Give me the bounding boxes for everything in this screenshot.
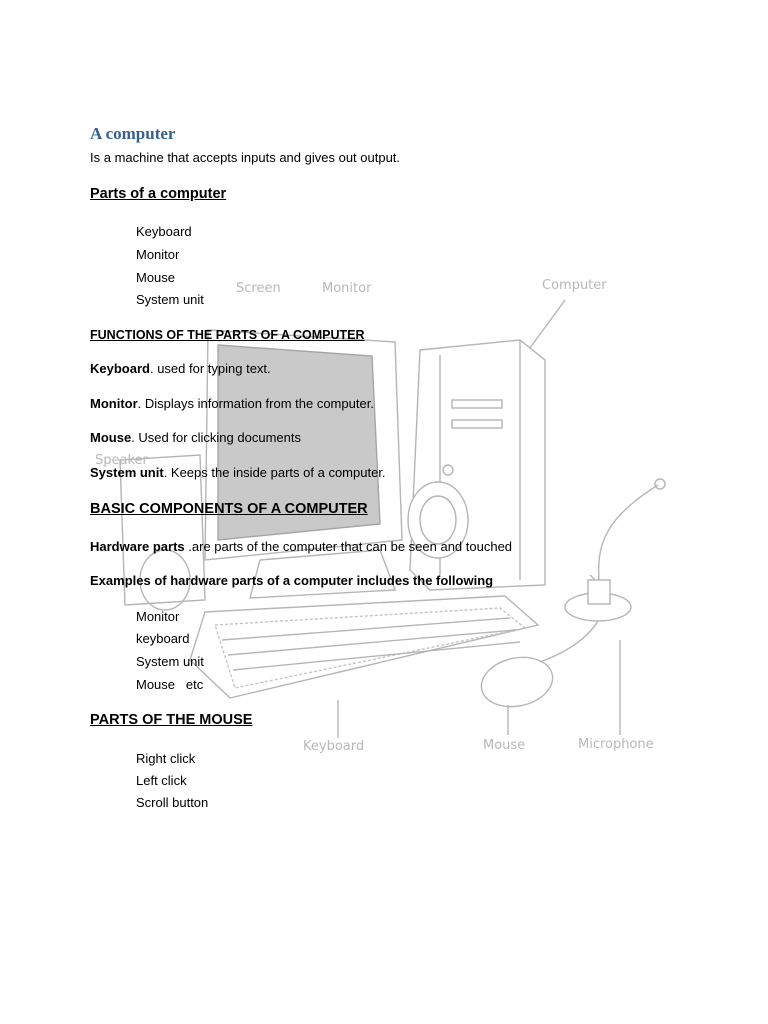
- illus-label-screen: Screen: [236, 281, 281, 296]
- functions-heading: FUNCTIONS OF THE PARTS OF A COMPUTER: [90, 328, 365, 342]
- function-mouse: [90, 430, 301, 446]
- intro-text: Is a machine that accepts inputs and gives out output.: [90, 150, 401, 165]
- function-desc: . Keeps the inside parts of a computer.: [163, 465, 386, 480]
- example-item: System unit: [136, 654, 204, 669]
- basic-components-heading: BASIC COMPONENTS OF A COMPUTER: [90, 501, 368, 517]
- mouse-part-item: Right click: [136, 751, 196, 766]
- function-monitor: [90, 396, 374, 412]
- function-term: System unit: [90, 465, 164, 480]
- function-desc: . Used for clicking documents: [131, 430, 301, 445]
- document-title: A computer: [90, 124, 176, 143]
- function-desc: . used for typing text.: [149, 361, 271, 376]
- mouse-part-item: Scroll button: [136, 795, 209, 810]
- parts-item: Keyboard: [136, 224, 192, 239]
- illus-label-monitor: Monitor: [322, 281, 372, 296]
- mouse-part-item: Left click: [136, 773, 187, 788]
- function-term: Monitor: [90, 396, 138, 411]
- parts-item: Mouse: [136, 270, 176, 285]
- example-item: Mouse etc: [136, 677, 204, 692]
- function-term: Mouse: [90, 430, 132, 445]
- function-term: Keyboard: [90, 361, 150, 376]
- parts-item: Monitor: [136, 247, 180, 262]
- parts-item: System unit: [136, 292, 204, 307]
- examples-heading: Examples of hardware parts of a computer includes the following: [90, 573, 494, 588]
- example-item: keyboard: [136, 631, 190, 646]
- hardware-term: Hardware parts: [90, 539, 185, 554]
- illus-label-computer: Computer: [542, 278, 607, 293]
- illus-label-speaker: Speaker: [95, 453, 148, 468]
- function-keyboard: [90, 361, 271, 377]
- illus-label-keyboard: Keyboard: [303, 739, 365, 754]
- parts-heading: Parts of a computer: [90, 186, 227, 202]
- illus-label-mouse: Mouse: [483, 738, 526, 753]
- function-system-unit: [90, 465, 386, 481]
- hardware-desc: .are parts of the computer that can be seen and touched: [184, 539, 513, 554]
- function-desc: . Displays information from the computer.: [137, 396, 374, 411]
- illus-label-microphone: Microphone: [578, 737, 654, 752]
- hardware-definition: [90, 539, 512, 555]
- example-item: Monitor: [136, 609, 180, 624]
- mouse-parts-heading: PARTS OF THE MOUSE: [90, 712, 253, 728]
